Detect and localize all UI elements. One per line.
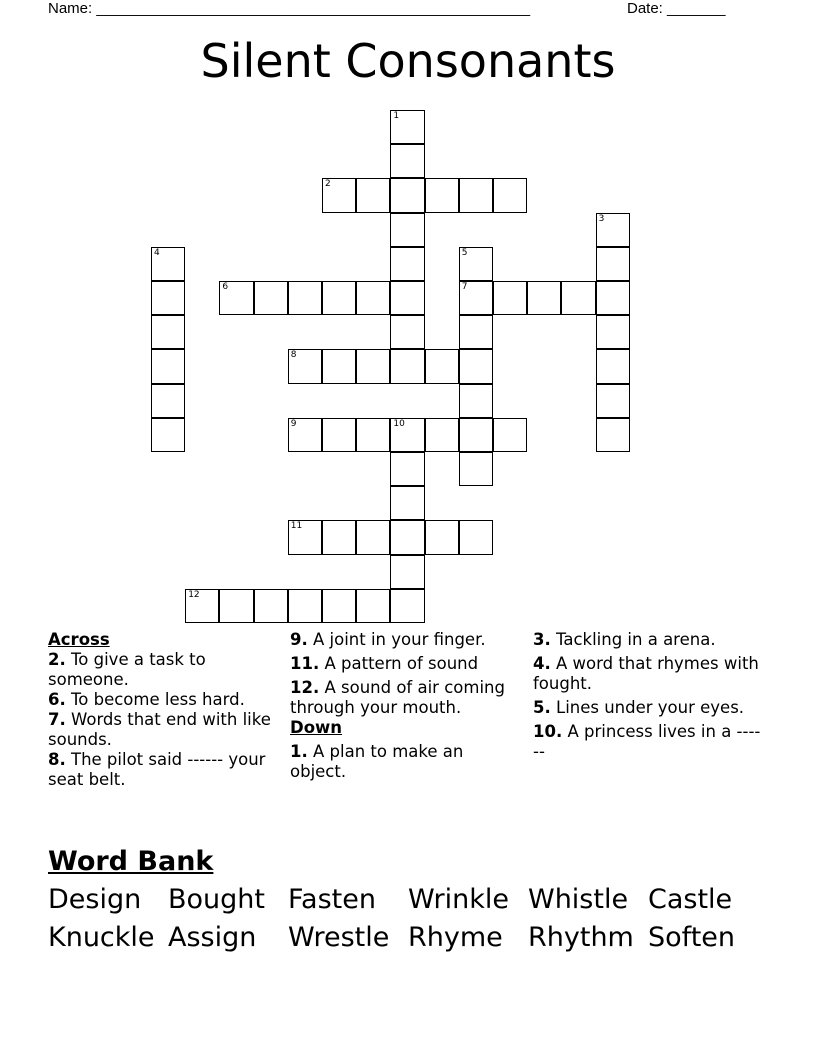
clue-number: 4 — [154, 247, 160, 258]
crossword-cell[interactable] — [390, 144, 424, 178]
crossword-cell[interactable] — [356, 178, 390, 212]
across-heading: Across — [48, 630, 110, 649]
crossword-cell[interactable] — [356, 349, 390, 383]
crossword-cell[interactable] — [561, 281, 595, 315]
crossword-cell[interactable] — [185, 589, 219, 623]
crossword-cell[interactable] — [151, 384, 185, 418]
word-bank-item: Wrestle — [288, 922, 390, 953]
crossword-cell[interactable] — [288, 520, 322, 554]
crossword-cell[interactable] — [596, 281, 630, 315]
crossword-cell[interactable] — [254, 589, 288, 623]
clue-number: 3 — [598, 213, 605, 224]
word-bank-item: Wrinkle — [408, 884, 509, 915]
clue-number: 9 — [290, 418, 297, 429]
clue-across-6: 6. To become less hard. — [48, 690, 245, 709]
crossword-cell[interactable] — [151, 281, 185, 315]
crossword-cell[interactable] — [493, 418, 527, 452]
crossword-cell[interactable] — [322, 281, 356, 315]
crossword-cell[interactable] — [459, 418, 493, 452]
crossword-cell[interactable] — [356, 281, 390, 315]
crossword-cell[interactable] — [425, 520, 459, 554]
word-bank-item: Assign — [168, 922, 257, 953]
crossword-cell[interactable] — [151, 349, 185, 383]
clue-number: 5 — [461, 247, 468, 258]
clue-number: 8 — [290, 350, 297, 361]
crossword-cell[interactable] — [254, 281, 288, 315]
crossword-cell[interactable] — [390, 520, 424, 554]
crossword-cell[interactable] — [596, 418, 630, 452]
word-bank-item: Soften — [648, 922, 735, 953]
clue-down-10: 10. A princess lives in a ------ — [533, 722, 761, 761]
crossword-cell[interactable] — [390, 452, 424, 486]
crossword-cell[interactable] — [390, 178, 424, 212]
crossword-cell[interactable] — [596, 247, 630, 281]
crossword-cell[interactable] — [322, 520, 356, 554]
crossword-cell[interactable] — [322, 178, 356, 212]
word-bank — [48, 883, 768, 955]
word-bank-item: Bought — [168, 884, 265, 915]
crossword-cell[interactable] — [459, 281, 493, 315]
clue-number: 11 — [290, 521, 303, 532]
crossword-cell[interactable] — [390, 555, 424, 589]
word-bank-item: Rhythm — [528, 922, 634, 953]
crossword-cell[interactable] — [356, 520, 390, 554]
crossword-cell[interactable] — [459, 452, 493, 486]
word-bank-item: Rhyme — [408, 922, 503, 953]
crossword-cell[interactable] — [459, 247, 493, 281]
word-bank-item: Whistle — [528, 884, 629, 915]
clue-down-1: 1. A plan to make an object. — [290, 742, 464, 781]
clues-column-1 — [48, 630, 278, 790]
crossword-cell[interactable] — [151, 315, 185, 349]
down-heading: Down — [290, 718, 343, 737]
crossword-cell[interactable] — [527, 281, 561, 315]
page-title: Silent Consonants — [200, 34, 616, 88]
crossword-cell[interactable] — [390, 315, 424, 349]
crossword-cell[interactable] — [151, 418, 185, 452]
crossword-cell[interactable] — [390, 486, 424, 520]
crossword-cell[interactable] — [596, 349, 630, 383]
crossword-cell[interactable] — [390, 110, 424, 144]
word-bank-item: Knuckle — [48, 922, 155, 953]
clue-across-2: 2. To give a task to someone. — [48, 650, 206, 689]
word-bank-item: Fasten — [288, 884, 376, 915]
crossword-cell[interactable] — [322, 349, 356, 383]
crossword-cell[interactable] — [459, 178, 493, 212]
crossword-cell[interactable] — [288, 349, 322, 383]
clue-number: 10 — [393, 418, 405, 429]
crossword-cell[interactable] — [459, 349, 493, 383]
crossword-cell[interactable] — [219, 589, 253, 623]
date-field-label: Date: _______ — [627, 0, 726, 17]
word-bank-item: Castle — [648, 884, 733, 915]
clue-across-12: 12. A sound of air coming through your mouth. — [290, 678, 505, 717]
clue-down-5: 5. Lines under your eyes. — [533, 698, 745, 717]
crossword-cell[interactable] — [596, 213, 630, 247]
crossword-cell[interactable] — [459, 520, 493, 554]
crossword-cell[interactable] — [390, 247, 424, 281]
crossword-cell[interactable] — [390, 281, 424, 315]
crossword-cell[interactable] — [390, 349, 424, 383]
clue-number: 1 — [393, 111, 400, 121]
clues-column-2 — [290, 630, 520, 782]
clue-number: 2 — [325, 179, 331, 190]
crossword-cell[interactable] — [288, 418, 322, 452]
word-bank-item: Design — [48, 884, 142, 915]
clue-across-11: 11. A pattern of sound — [290, 654, 479, 673]
crossword-cell[interactable] — [322, 589, 356, 623]
crossword-cell[interactable] — [493, 178, 527, 212]
clue-across-8: 8. The pilot said ------ your seat belt. — [48, 750, 266, 789]
crossword-cell[interactable] — [459, 315, 493, 349]
crossword-cell[interactable] — [390, 213, 424, 247]
clue-down-3: 3. Tackling in a arena. — [533, 630, 716, 649]
name-field-label: Name: ____________________________________________________ — [48, 0, 531, 17]
crossword-cell[interactable] — [596, 384, 630, 418]
crossword-cell[interactable] — [288, 589, 322, 623]
clue-number: 7 — [461, 282, 468, 292]
crossword-cell[interactable] — [425, 178, 459, 212]
clue-across-9: 9. A joint in your finger. — [290, 630, 486, 649]
crossword-cell[interactable] — [322, 418, 356, 452]
crossword-cell[interactable] — [493, 281, 527, 315]
crossword-cell[interactable] — [459, 384, 493, 418]
clues-column-3 — [533, 630, 763, 762]
clue-number: 6 — [222, 282, 229, 292]
crossword-cell[interactable] — [151, 247, 185, 281]
crossword-cell[interactable] — [219, 281, 253, 315]
crossword-cell[interactable] — [390, 418, 424, 452]
clue-across-7: 7. Words that end with like sounds. — [48, 710, 271, 749]
crossword-cell[interactable] — [425, 349, 459, 383]
word-bank-title: Word Bank — [48, 846, 214, 877]
clue-number: 12 — [188, 589, 200, 600]
clue-down-4: 4. A word that rhymes with fought. — [533, 654, 759, 693]
crossword-cell[interactable] — [596, 315, 630, 349]
crossword-cell[interactable] — [356, 589, 390, 623]
crossword-cell[interactable] — [288, 281, 322, 315]
crossword-cell[interactable] — [390, 589, 424, 623]
crossword-cell[interactable] — [356, 418, 390, 452]
crossword-cell[interactable] — [425, 418, 459, 452]
